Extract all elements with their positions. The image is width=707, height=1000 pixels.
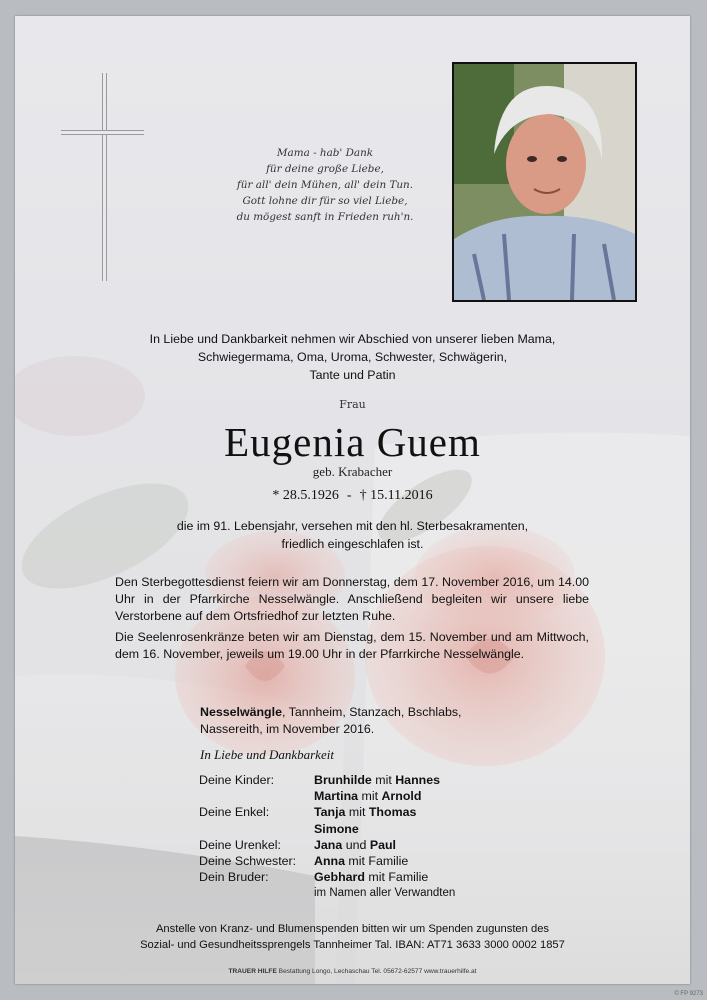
- passing-text: [135, 517, 570, 553]
- list-item: [199, 821, 519, 837]
- relative-name: Martina: [314, 789, 359, 804]
- connector: mit Familie: [344, 854, 409, 869]
- poem-line: du mögest sanft in Frieden ruh'n.: [236, 211, 414, 223]
- relative-name: Thomas: [368, 805, 417, 820]
- obituary-card: [15, 16, 690, 984]
- list-item: [199, 869, 519, 885]
- relative-name: Jana: [314, 837, 343, 852]
- life-dates: [15, 488, 690, 504]
- relative-name: Brunhilde: [314, 773, 372, 787]
- footer-brand: TRAUER HILFE: [228, 968, 277, 975]
- relation-label: [199, 821, 314, 837]
- donation-note: [85, 921, 620, 953]
- relative-name: Gebhard: [314, 870, 365, 885]
- place-date-line: Nassereith, im November 2016.: [200, 722, 375, 736]
- document-code: © FP 9273: [674, 991, 703, 997]
- intro-line: In Liebe und Dankbarkeit nehmen wir Abschied von unserer lieben Mama,: [149, 332, 556, 346]
- relative-name: Paul: [369, 837, 396, 852]
- birth-name: geb. Krabacher: [312, 464, 393, 479]
- list-item: [199, 853, 519, 869]
- death-date: † 15.11.2016: [359, 488, 433, 503]
- list-item: [199, 837, 519, 853]
- list-item: [199, 804, 519, 820]
- relative-name: Anna: [314, 854, 345, 869]
- funeral-service-paragraph: Den Sterbegottesdienst feiern wir am Donnerstag, dem 17. November 2016, um 14.00 Uhr in der Pfarrkirche Nesselwängle. Anschließend begleiten wir unsere liebe Verstorbene auf dem Ortsfriedhof zur letzten Ruhe.: [115, 575, 589, 623]
- relatives-note: im Namen aller Verwandten: [314, 887, 456, 900]
- connector: und: [342, 837, 370, 852]
- connector: mit Familie: [364, 870, 429, 885]
- relation-label: Deine Schwester:: [199, 854, 297, 869]
- connector: mit: [358, 789, 382, 804]
- deceased-name: Eugenia Guem: [224, 419, 481, 465]
- donation-line: Sozial- und Gesundheitssprengels Tannheimer Tal. IBAN: AT71 3633 3000 0002 1857: [140, 939, 565, 951]
- relative-name: Tanja: [314, 805, 346, 820]
- birth-date: * 28.5.1926: [272, 488, 339, 503]
- list-item: [199, 788, 519, 804]
- relative-name: Simone: [314, 821, 359, 836]
- relative-name: Arnold: [381, 789, 422, 804]
- connector: mit: [345, 805, 369, 820]
- footer: [15, 968, 690, 975]
- mourners-list: [199, 772, 519, 902]
- date-separator: -: [346, 488, 352, 503]
- rosary-paragraph: Die Seelenrosenkränze beten wir am Dienstag, dem 15. November und am Mittwoch, dem 16. November, jeweils um 19.00 Uhr in der Pfarrkirche Nesselwängle.: [115, 630, 589, 661]
- relative-name: Hannes: [395, 773, 440, 787]
- poem-line: für deine große Liebe,: [266, 163, 384, 175]
- list-item: [199, 772, 519, 788]
- relation-label: Deine Kinder:: [199, 773, 275, 787]
- memorial-poem: [185, 145, 465, 225]
- portrait-photo: [452, 62, 637, 302]
- intro-line: Schwiegermama, Oma, Uroma, Schwester, Schwägerin,: [197, 350, 508, 364]
- salutation: Frau: [339, 398, 366, 411]
- place-main: Nesselwängle: [200, 705, 282, 719]
- place-list: , Tannheim, Stanzach, Bschlabs,: [281, 705, 462, 719]
- connector: mit: [371, 773, 396, 787]
- cross-icon: [102, 73, 107, 281]
- relation-label: [199, 885, 314, 901]
- donation-line: Anstelle von Kranz- und Blumenspenden bitten wir um Spenden zugunsten des: [155, 923, 550, 935]
- relation-label: Deine Urenkel:: [199, 837, 281, 852]
- relation-label: Deine Enkel:: [199, 805, 270, 820]
- intro-line: Tante und Patin: [309, 368, 396, 382]
- list-item: [199, 885, 519, 901]
- relation-label: [199, 788, 314, 804]
- footer-contact: Bestattung Longo, Lechaschau Tel. 05672-62577 www.trauerhilfe.at: [276, 968, 477, 975]
- passing-line: friedlich eingeschlafen ist.: [281, 537, 424, 551]
- mourners-heading: In Liebe und Dankbarkeit: [200, 747, 334, 762]
- farewell-intro: [95, 330, 610, 384]
- relation-label: Dein Bruder:: [199, 870, 269, 885]
- place-and-date: [200, 704, 560, 738]
- poem-line: Gott lohne dir für so viel Liebe,: [242, 195, 408, 207]
- poem-line: Mama - hab' Dank: [276, 147, 374, 159]
- passing-line: die im 91. Lebensjahr, versehen mit den hl. Sterbesakramenten,: [176, 519, 529, 533]
- poem-line: für all' dein Mühen, all' dein Tun.: [236, 179, 414, 191]
- cross-icon-bar: [61, 130, 144, 135]
